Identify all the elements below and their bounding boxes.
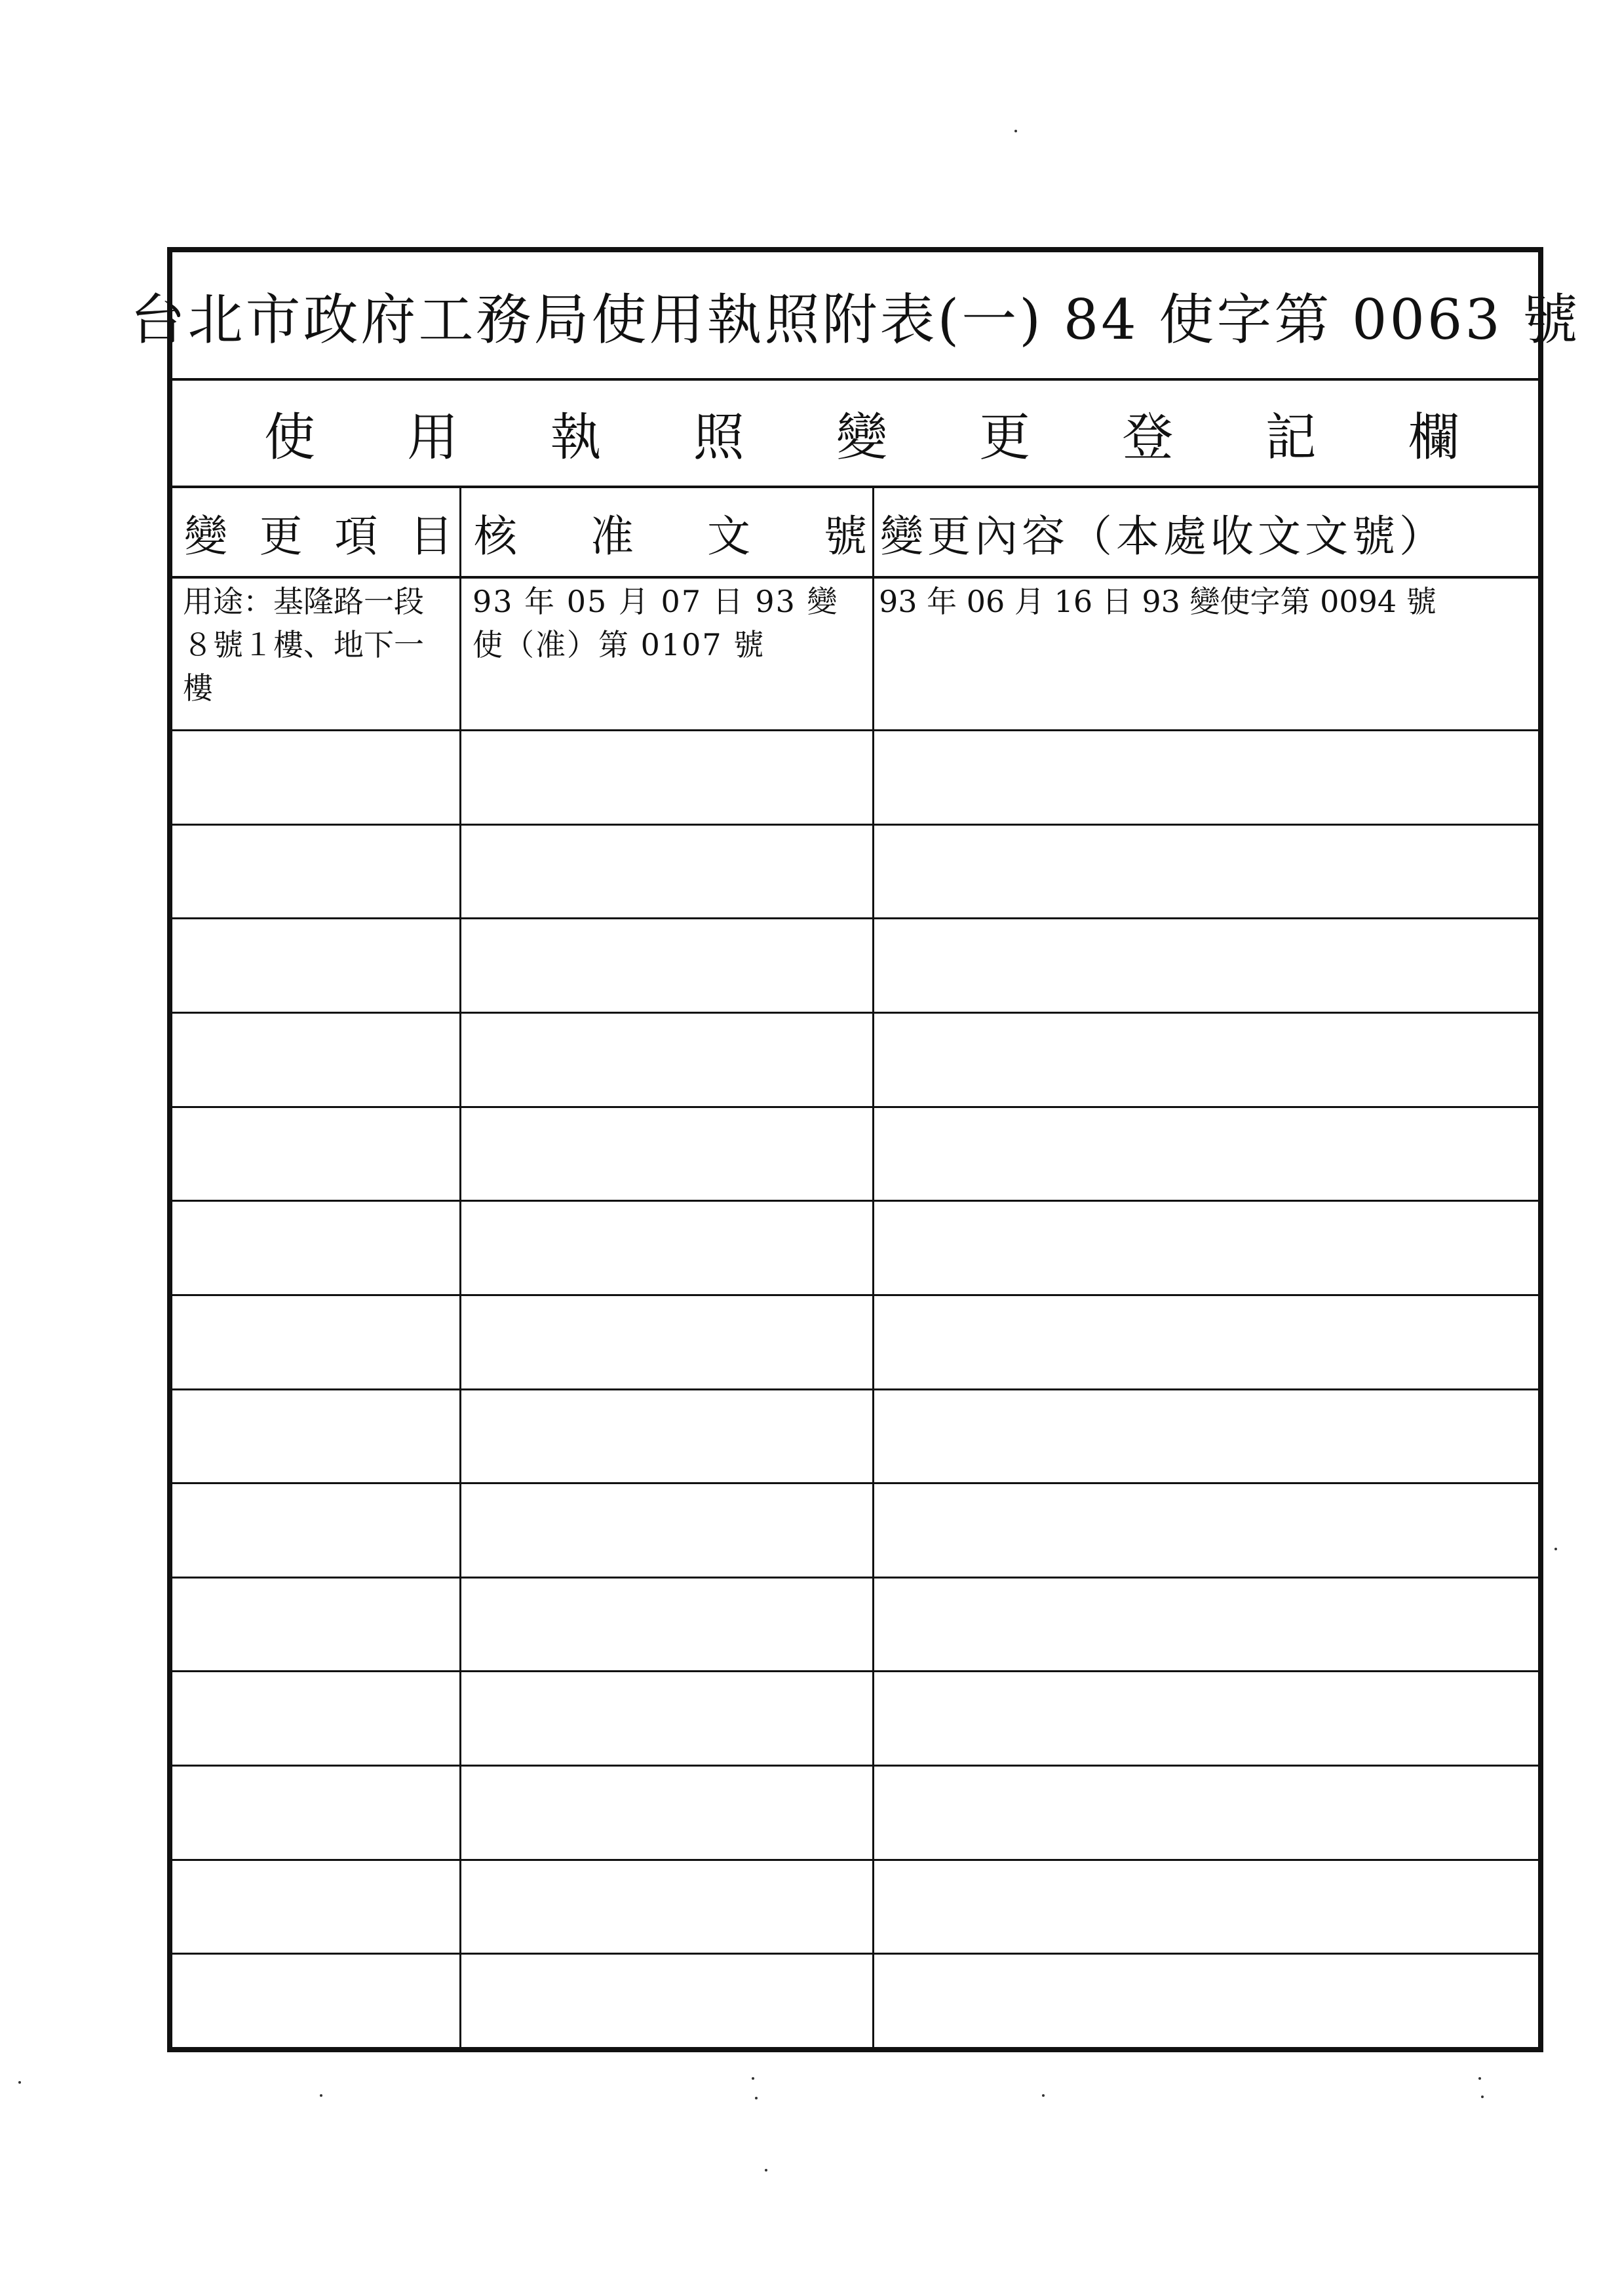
section-heading-char: 照	[693, 408, 744, 467]
section-heading-char: 記	[1265, 408, 1317, 467]
header-char: 目	[409, 510, 453, 562]
row-item: 用途：基隆路一段８號１樓、地下一樓	[183, 584, 424, 706]
column-header-approval	[474, 488, 867, 576]
row-approval: 93 年 05 月 07 日 93 變使（准）第 0107 號	[473, 584, 839, 662]
scan-speck	[755, 2097, 758, 2099]
section-heading-char: 更	[979, 408, 1031, 467]
scan-speck	[1478, 2077, 1481, 2080]
header-char: 變	[184, 510, 227, 562]
header-char: 項	[334, 510, 378, 562]
scan-speck	[1042, 2094, 1045, 2097]
scan-speck	[752, 2077, 754, 2080]
header-char: 核	[474, 510, 517, 562]
row-separator	[172, 1294, 1538, 1296]
row-separator	[172, 729, 1538, 731]
header-char: 號	[824, 510, 867, 562]
row-separator	[172, 824, 1538, 826]
form-title: 台北市政府工務局使用執照附表(一) 84 使字第 0063 號	[130, 287, 1581, 352]
section-heading-char: 登	[1122, 408, 1174, 467]
row-separator	[172, 1482, 1538, 1484]
scan-speck	[765, 2169, 767, 2172]
row-separator	[172, 1200, 1538, 1202]
header-char: 文	[707, 510, 750, 562]
column-separator	[459, 488, 461, 2052]
column-header-item	[184, 488, 453, 576]
scan-speck	[18, 2081, 21, 2084]
section-heading-char: 變	[836, 408, 887, 467]
row-separator	[172, 1765, 1538, 1767]
section-heading-char: 欄	[1408, 408, 1459, 467]
row-separator	[172, 917, 1538, 919]
row-separator	[172, 1106, 1538, 1108]
header-char: 准	[590, 510, 634, 562]
change-registration-form	[130, 247, 1581, 2052]
row-separator	[172, 1388, 1538, 1390]
header-char: 更	[259, 510, 303, 562]
column-header-content: 變更內容（本處收文文號）	[880, 510, 1446, 562]
row-separator	[172, 1859, 1538, 1861]
scan-speck	[320, 2094, 322, 2097]
section-heading	[172, 381, 1538, 486]
row-separator	[172, 1953, 1538, 1955]
row-separator	[172, 1670, 1538, 1672]
scan-speck	[1014, 130, 1017, 132]
divider	[172, 576, 1538, 579]
section-heading-char: 使	[264, 408, 316, 467]
column-separator	[872, 488, 874, 2052]
row-separator	[172, 1012, 1538, 1014]
row-content: 93 年 06 月 16 日 93 變使字第 0094 號	[879, 584, 1437, 619]
section-heading-char: 執	[550, 408, 602, 467]
scan-speck	[1481, 2095, 1484, 2098]
row-separator	[172, 1577, 1538, 1578]
scan-speck	[1554, 1548, 1557, 1550]
section-heading-char: 用	[407, 408, 459, 467]
